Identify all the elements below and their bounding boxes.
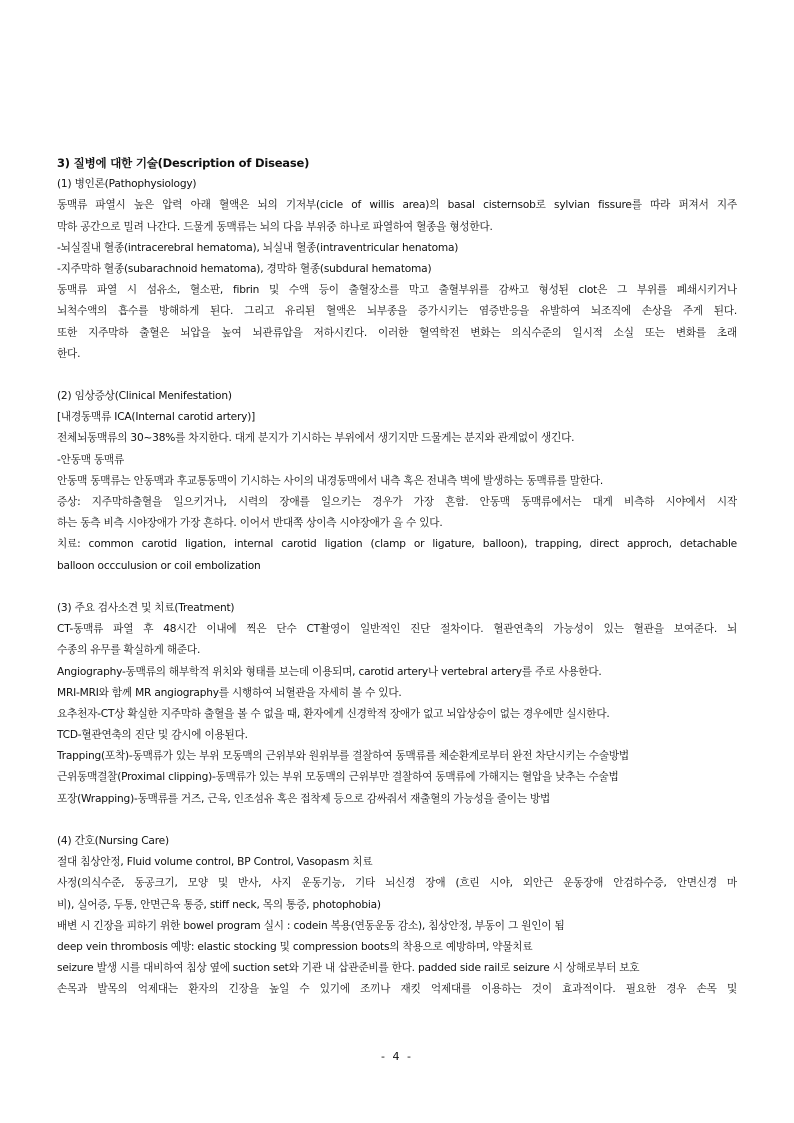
section-spacer	[57, 365, 737, 386]
paragraph-line: 뇌척수액의 흡수를 방해하게 된다. 그리고 유리된 혈액은 뇌부종을 증가시키는 염증반응을 유발하여 뇌조직에 손상을 주게 된다.	[57, 305, 737, 318]
paragraph-line: -안동맥 동맥류	[57, 453, 124, 466]
paragraph-line: 전체뇌동맥류의 30~38%를 차지한다. 대게 분지가 기시하는 부위에서 생기지만 드물게는 분지와 관계없이 생긴다.	[57, 432, 575, 445]
paragraph-line: balloon occculusion or coil embolization	[57, 559, 261, 572]
paragraph-line: -지주막하 혈종(subarachnoid hematoma), 경막하 혈종(subdural hematoma)	[57, 262, 432, 275]
paragraph-line: 근위동맥결찰(Proximal clipping)-동맥류가 있는 부위 모동맥의 근위부만 결찰하여 동맥류에 가해지는 혈압을 낮추는 수술법	[57, 771, 619, 784]
section-spacer	[57, 577, 737, 598]
paragraph-line: 동맥류 파열 시 섬유소, 혈소판, fibrin 및 수액 등이 출혈장소를 막고 출혈부위를 감싸고 형성된 clot은 그 부위를 폐쇄시키거나	[57, 284, 737, 297]
paragraph-line: 치료: common carotid ligation, internal carotid ligation (clamp or ligature, balloon), trapping, direct approch, detachable	[57, 538, 737, 551]
paragraph-line: [내경동맥류 ICA(Internal carotid artery)]	[57, 411, 256, 424]
paragraph-line: 막하 공간으로 밀려 나간다. 드물게 동맥류는 뇌의 다음 부위중 하나로 파열하여 혈종을 형성한다.	[57, 220, 493, 233]
subsection-heading-nursing: (4) 간호(Nursing Care)	[57, 835, 169, 847]
paragraph-line: Trapping(포착)-동맥류가 있는 부위 모동맥의 근위부와 원위부를 결찰하여 동맥류를 체순환계로부터 완전 차단시키는 수술방법	[57, 750, 629, 763]
subsection-heading-treatment: (3) 주요 검사소견 및 치료(Treatment)	[57, 601, 235, 614]
paragraph-line: -뇌실질내 혈종(intracerebral hematoma), 뇌실내 혈종(intraventricular henatoma)	[57, 241, 459, 254]
paragraph-line: 요추천자-CT상 확실한 지주막하 출혈을 볼 수 없을 때, 환자에게 신경학적 장애가 없고 뇌압상승이 없는 경우에만 실시한다.	[57, 707, 610, 720]
page-content	[57, 153, 737, 1001]
paragraph-line: 배변 시 긴장을 피하기 위한 bowel program 실시 : codein 복용(연동운동 감소), 침상안정, 부동이 그 원인이 됨	[57, 919, 565, 932]
paragraph-line: 하는 동측 비측 시야장애가 가장 흔하다. 이어서 반대쪽 상이측 시야장애가 올 수 있다.	[57, 517, 443, 530]
paragraph-line: 안동맥 동맥류는 안동맥과 후교통동맥이 기시하는 사이의 내경동맥에서 내측 혹은 전내측 벽에 발생하는 동맥류를 말한다.	[57, 474, 604, 487]
section-spacer	[57, 810, 737, 831]
paragraph-line: Angiography-동맥류의 해부학적 위치와 형태를 보는데 이용되며, carotid artery나 vertebral artery를 주로 사용한다.	[57, 665, 602, 678]
page-number: - 4 -	[381, 1050, 413, 1063]
paragraph-line: 사정(의식수준, 동공크기, 모양 및 반사, 사지 운동기능, 기타 뇌신경 장애 (흐린 시야, 외안근 운동장애 안검하수증, 안면신경 마	[57, 877, 737, 890]
paragraph-line: 포장(Wrapping)-동맥류를 거즈, 근육, 인조섬유 혹은 접착제 등으로 감싸줘서 재출혈의 가능성을 줄이는 방법	[57, 792, 551, 805]
paragraph-line: 수종의 유무를 확실하게 해준다.	[57, 644, 201, 657]
paragraph-line: 증상: 지주막하출혈을 일으키거나, 시력의 장애를 일으키는 경우가 가장 흔함. 안동맥 동맥류에서는 대게 비측하 시야에서 시작	[57, 496, 737, 508]
paragraph-line: TCD-혈관연축의 진단 및 감시에 이용된다.	[57, 729, 248, 742]
paragraph-line: 손목과 발목의 억제대는 환자의 긴장을 높일 수 있기에 조끼나 재킷 억제대를 이용하는 것이 효과적이다. 필요한 경우 손목 및	[57, 983, 737, 996]
section-title: 3) 질병에 대한 기술(Description of Disease)	[57, 156, 310, 170]
paragraph-line: seizure 발생 시를 대비하여 침상 옆에 suction set와 기관 내 삽관준비를 한다. padded side rail로 seizure 시 상해로부터 보호	[57, 962, 640, 975]
paragraph-line: 한다.	[57, 347, 81, 360]
paragraph-line: 동맥류 파열시 높은 압력 아래 혈액은 뇌의 기저부(cicle of willis area)의 basal cisternsob로 sylvian fissure를 따라 퍼져서 지주	[57, 199, 737, 212]
paragraph-line: 또한 지주막하 출혈은 뇌압을 높여 뇌관류압을 저하시킨다. 이러한 혈역학전 변화는 의식수준의 일시적 소실 또는 변화를 초래	[57, 326, 737, 339]
paragraph-line: deep vein thrombosis 예방: elastic stocking 및 compression boots의 착용으로 예방하며, 약물치료	[57, 940, 533, 953]
paragraph-line: 비), 실어증, 두통, 안면근육 통증, stiff neck, 목의 통증, photophobia)	[57, 898, 381, 911]
subsection-heading-clinical: (2) 임상증상(Clinical Menifestation)	[57, 390, 232, 403]
subsection-heading-pathophysiology: (1) 병인론(Pathophysiology)	[57, 178, 197, 191]
paragraph-line: MRI-MRI와 함께 MR angiography를 시행하여 뇌혈관을 자세히 볼 수 있다.	[57, 686, 402, 699]
paragraph-line: CT-동맥류 파열 후 48시간 이내에 찍은 단수 CT촬영이 일반적인 진단 절차이다. 혈관연축의 가능성이 있는 혈관을 보여준다. 뇌	[57, 623, 737, 636]
paragraph-line: 절대 침상안정, Fluid volume control, BP Control, Vasopasm 치료	[57, 856, 373, 869]
